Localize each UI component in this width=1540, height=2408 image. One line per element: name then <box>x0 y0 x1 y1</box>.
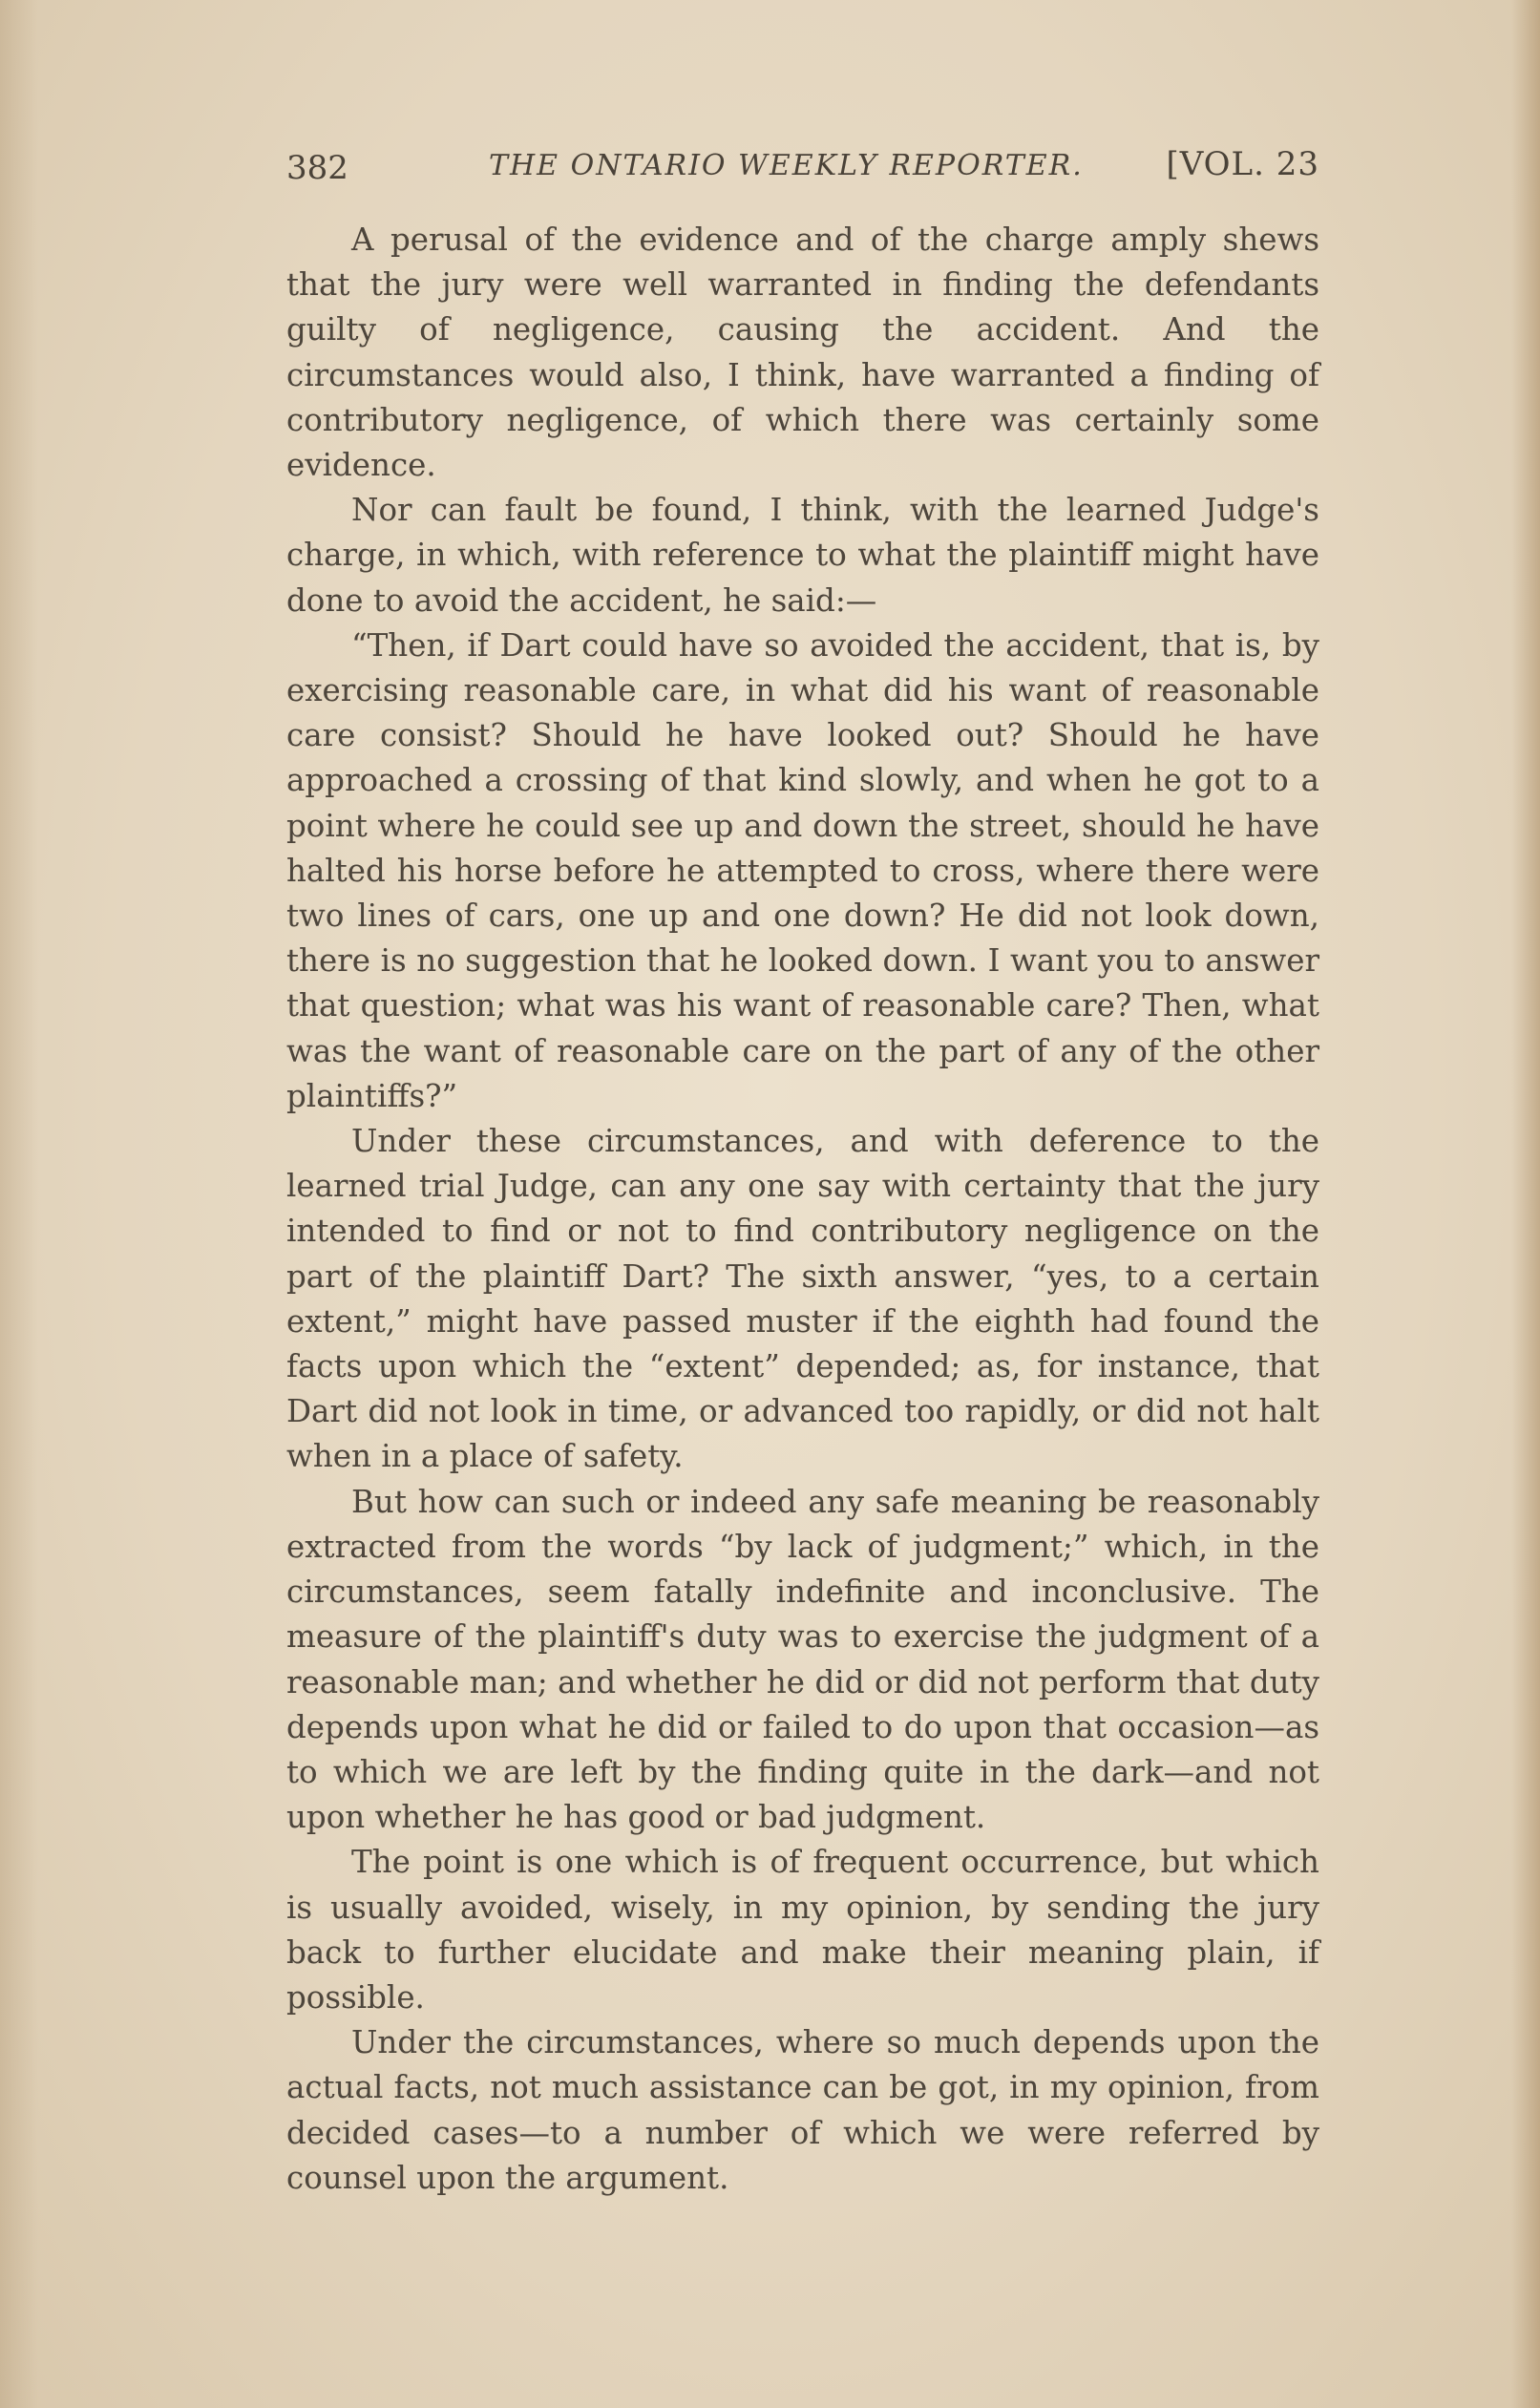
body-text <box>286 218 1319 2201</box>
paragraph-1: A perusal of the evidence and of the charge amply shews that the jury were well warranted in finding the defendants guilty of negligence, causing the accident. And the circumstances would also, I think, have warranted a finding of contributory negligence, of which there was certainly some evidence. <box>286 222 1319 484</box>
paragraph-5: But how can such or indeed any safe meaning be reasonably extracted from the words “by lack of judgment;” which, in the circumstances, seem fatally indefinite and inconclusive. The measure of the plaintiff's duty was to exercise the judgment of a reasonable man; and whether he did or did not perform that duty depends upon what he did or failed to do upon that occasion—as to which we are left by the finding quite in the dark—and not upon whether he has good or bad judgment. <box>286 1483 1319 1836</box>
page-left-shadow <box>0 0 38 2408</box>
paragraph-6: The point is one which is of frequent occurrence, but which is usually avoided, wisely, in my opinion, by sending the jury back to further elucidate and make their meaning plain, if possible. <box>286 1844 1319 2016</box>
running-header <box>286 141 1319 199</box>
journal-title: THE ONTARIO WEEKLY REPORTER. <box>489 149 1084 182</box>
paragraph-4: Under these circumstances, and with deference to the learned trial Judge, can any one say with certainty that the jury intended to find or not to find contributory negligence on the part of the plaintiff Dart? The sixth answer, “yes, to a certain extent,” might have passed muster if the eighth had found the facts upon which the “extent” depended; as, for instance, that Dart did not look in time, or advanced too rapidly, or did not halt when in a place of safety. <box>286 1123 1319 1475</box>
paragraph-7: Under the circumstances, where so much depends upon the actual facts, not much assistance can be got, in my opinion, from decided cases—to a number of which we were referred by counsel upon the argument. <box>286 2024 1319 2196</box>
page-number: 382 <box>286 149 348 187</box>
volume-label: [VOL. 23 <box>1166 145 1319 183</box>
paragraph-3-quotation: “Then, if Dart could have so avoided the accident, that is, by exercising reasonable care, in what did his want of reasonable care consist? Should he have looked out? Should he have approached a crossing of that kind slowly, and when he got to a point where he could see up and down the street, should he have halted his horse before he attempted to cross, where there were two lines of cars, one up and one down? He did not look down, there is no suggestion that he looked down. I want you to answer that question; what was his want of reasonable care? Then, what was the want of reasonable care on the part of any of the other plaintiffs?” <box>286 626 1319 1114</box>
page-right-shadow <box>1511 0 1540 2408</box>
paragraph-2: Nor can fault be found, I think, with the learned Judge's charge, in which, with reference to what the plaintiff might have done to avoid the accident, he said:— <box>286 492 1319 619</box>
